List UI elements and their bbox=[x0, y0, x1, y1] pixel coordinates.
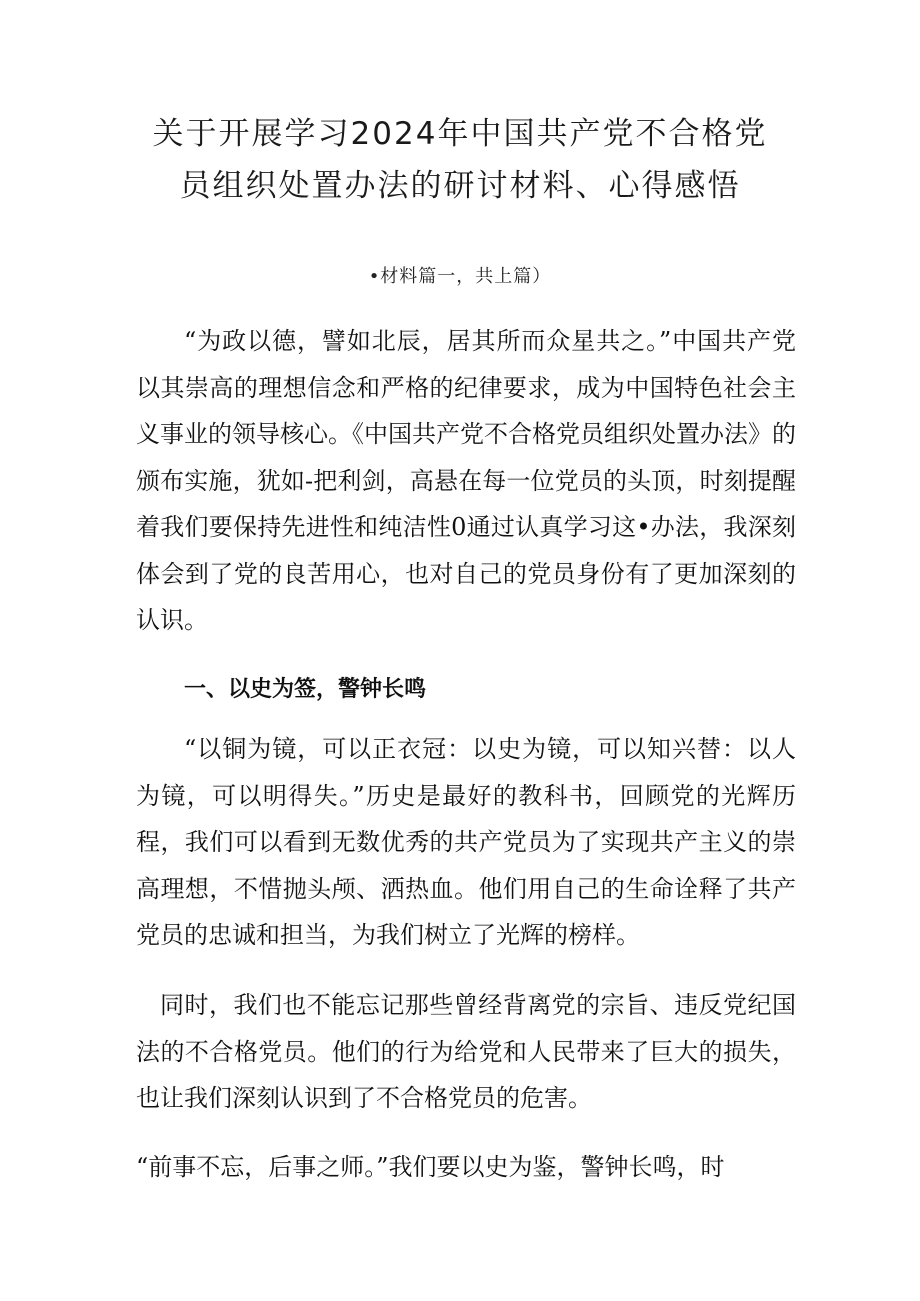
paragraph-lesson: “前事不忘，后事之师。”我们要以史为鉴，警钟长鸣，时 bbox=[136, 1153, 725, 1181]
document-title bbox=[0, 108, 920, 212]
paragraph-warning: 同时，我们也不能忘记那些曾经背离党的宗旨、违反党纪国法的不合格党员。他们的行为给党和人民带来了巨大的损失，也让我们深刻认识到了不合格党员的危害。 bbox=[136, 991, 796, 1112]
paragraph-intro: “为政以德，譬如北辰，居其所而众星共之。”中国共产党以其崇高的理想信念和严格的纪律要求，成为中国特色社会主义事业的领导核心。《中国共产党不合格党员组织处置办法》的颁布实施，犹如-把利剑，高悬在每一位党员的头顶，时刻提醒着我们要保持先进性和纯洁性0通过认真学习这•办法，我深刻体会到了党的良苦用心，也对自己的党员身份有了更加深刻的认识。 bbox=[136, 327, 796, 634]
paragraph-history: “以铜为镜，可以正衣冠：以史为镜，可以知兴替：以人为镜，可以明得失。”历史是最好的教科书，回顾党的光辉历程，我们可以看到无数优秀的共产党员为了实现共产主义的崇高理想，不惜抛头颅、洒热血。他们用自己的生命诠释了共产党员的忠诚和担当，为我们树立了光辉的榜样。 bbox=[136, 735, 796, 949]
title-line-1: 关于开展学习2024年中国共产党不合格党 bbox=[152, 116, 768, 152]
title-line-2: 员组织处置办法的研讨材料、心得感悟 bbox=[179, 168, 741, 204]
document-subtitle: •材料篇一，共上篇） bbox=[368, 266, 552, 287]
section-heading: 一、以史为签，警钟长鸣 bbox=[184, 677, 427, 702]
